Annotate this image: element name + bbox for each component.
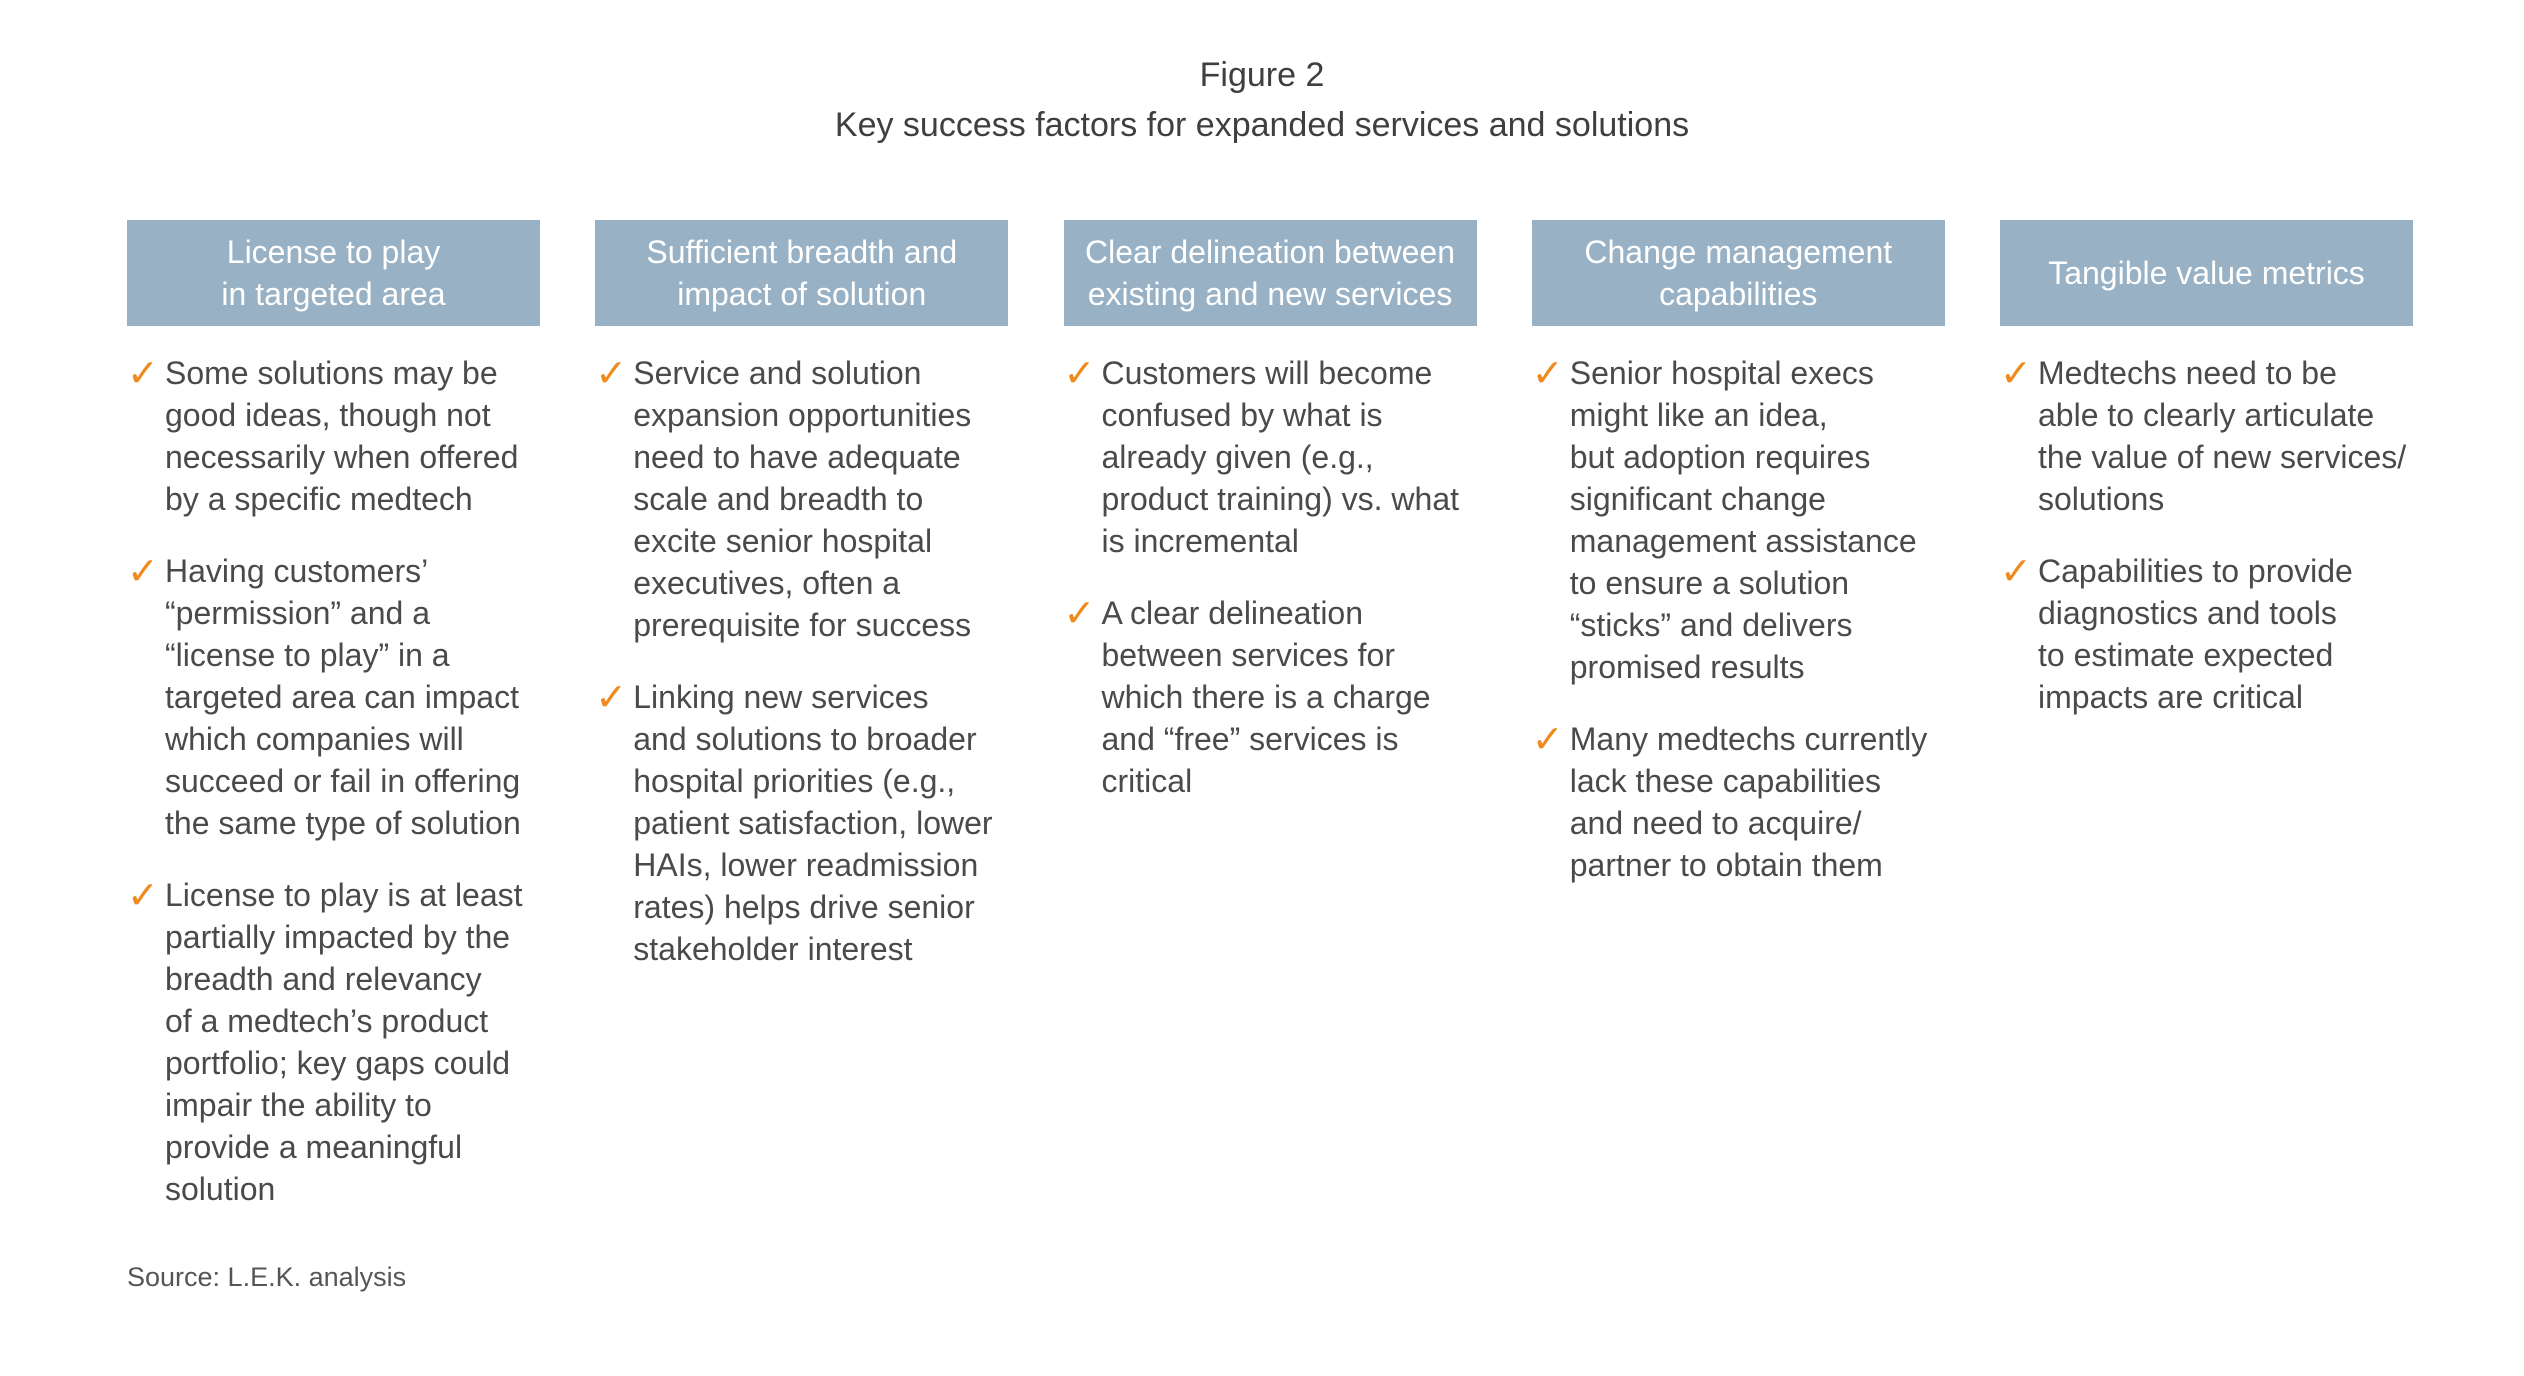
checkmark-icon: ✓: [127, 351, 159, 395]
checkmark-icon: ✓: [595, 351, 628, 395]
figure-title: Key success factors for expanded services and solutions: [834, 106, 1690, 144]
checkmark-icon: ✓: [1063, 591, 1096, 635]
bullet-item: [1532, 718, 1945, 886]
bullet-text: Having customers’ “permission” and a “license to play” in a targeted area can impact which companies will succeed or fail in offering the same type of solution: [165, 553, 521, 841]
checkmark-icon: ✓: [1531, 717, 1564, 761]
bullet-item: [127, 874, 540, 1210]
bullet-list: [127, 352, 540, 1210]
bullet-text: Capabilities to provide diagnostics and tools to estimate expected impacts are critical: [2038, 553, 2353, 715]
bullet-item: [2000, 352, 2413, 520]
bullet-text: Service and solution expansion opportunities need to have adequate scale and breadth to excite senior hospital executives, often a prerequisite for success: [633, 355, 972, 643]
figure-header: [0, 50, 2524, 150]
source-note: Source: L.E.K. analysis: [127, 1262, 407, 1292]
success-factor-columns: [127, 220, 2413, 1240]
figure-label: Figure 2: [1199, 56, 1325, 94]
bullet-item: [1532, 352, 1945, 688]
bullet-list: [2000, 352, 2413, 718]
checkmark-icon: ✓: [1531, 351, 1564, 395]
bullet-text: Medtechs need to be able to clearly articulate the value of new services/ solutions: [2038, 355, 2407, 517]
column-breadth-impact: [595, 220, 1008, 1240]
column-header: Change management capabilities: [1532, 220, 1945, 326]
bullet-item: [127, 352, 540, 520]
bullet-text: A clear delineation between services for which there is a charge and “free” services is critical: [1101, 595, 1431, 799]
column-license-to-play: [127, 220, 540, 1240]
bullet-list: [1532, 352, 1945, 886]
column-header: Clear delineation between existing and new services: [1064, 220, 1477, 326]
bullet-item: [595, 352, 1008, 646]
checkmark-icon: ✓: [1063, 351, 1096, 395]
bullet-text: Senior hospital execs might like an idea, but adoption requires significant change management assistance to ensure a solution “sticks” and delivers promised results: [1569, 355, 1917, 685]
bullet-text: Some solutions may be good ideas, though not necessarily when offered by a specific medtech: [165, 355, 519, 517]
bullet-text: Many medtechs currently lack these capabilities and need to acquire/ partner to obtain them: [1569, 721, 1928, 883]
bullet-list: [595, 352, 1008, 970]
column-clear-delineation: [1064, 220, 1477, 1240]
checkmark-icon: ✓: [127, 549, 159, 593]
bullet-item: [127, 550, 540, 844]
bullet-item: [595, 676, 1008, 970]
column-header: Tangible value metrics: [2000, 220, 2413, 326]
bullet-item: [1064, 352, 1477, 562]
checkmark-icon: ✓: [127, 873, 159, 917]
bullet-text: Customers will become confused by what is already given (e.g., product training) vs. what is incremental: [1101, 355, 1459, 559]
bullet-text: License to play is at least partially impacted by the breadth and relevancy of a medtech’s product portfolio; key gaps could impair the ability to provide a meaningful solution: [165, 877, 523, 1207]
checkmark-icon: ✓: [2000, 351, 2032, 395]
column-tangible-value: [2000, 220, 2413, 1240]
bullet-list: [1064, 352, 1477, 802]
bullet-item: [2000, 550, 2413, 718]
column-header: License to play in targeted area: [127, 220, 540, 326]
column-change-management: [1532, 220, 1945, 1240]
bullet-text: Linking new services and solutions to broader hospital priorities (e.g., patient satisfaction, lower HAIs, lower readmission rates) helps drive senior stakeholder interest: [633, 679, 993, 967]
bullet-item: [1064, 592, 1477, 802]
checkmark-icon: ✓: [595, 675, 628, 719]
column-header: Sufficient breadth and impact of solution: [595, 220, 1008, 326]
checkmark-icon: ✓: [2000, 549, 2032, 593]
